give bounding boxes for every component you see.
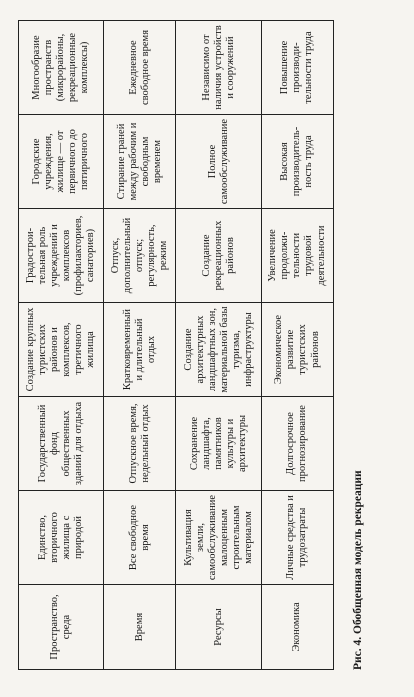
table-cell: Полное самообслуживание (176, 115, 261, 209)
row-head: Время (104, 585, 176, 670)
row-head: Ресурсы (176, 585, 261, 670)
table-cell: Независимо от наличия устройств и сооружений (176, 21, 261, 115)
table-cell: Все свободное время (104, 491, 176, 585)
table-row-economy (261, 21, 333, 670)
table-cell: Отпускное время, недельный отдых (104, 397, 176, 491)
table-row-space (19, 21, 104, 670)
table-cell: Повышение производи- тельности труда (261, 21, 333, 115)
table-cell: Увеличение продолжи- тельности трудовой деятельности (261, 209, 333, 303)
table-cell: Личные средства и трудозатраты (261, 491, 333, 585)
table-cell: Многообразие пространств (микрорайоны, рекреационные комплексы) (19, 21, 104, 115)
table-cell: Градострои- тельная роль учреждений и комплексов (профилакториев, санаториев) (19, 209, 104, 303)
figure-caption: Рис. 4. Обобщенная модель рекреации (352, 470, 364, 670)
table-cell: Высокая производитель- ность труда (261, 115, 333, 209)
rotated-table-wrapper (18, 20, 334, 670)
table-cell: Единство, вторичного жилища с природой (19, 491, 104, 585)
table-cell: Кратковременный и длительный отдых (104, 303, 176, 397)
recreation-model-table (18, 20, 334, 670)
table-cell: Экономическое развитие туристских районов (261, 303, 333, 397)
table-cell: Долгосрочное прогнозирование (261, 397, 333, 491)
table-cell: Государственный фонд общественных зданий для отдыха (19, 397, 104, 491)
table-cell: Создание крупных туристских районов и комплексов, третичного жилища (19, 303, 104, 397)
table-row-resources (176, 21, 261, 670)
table-cell: Сохранение ландшафта, памятников культуры и архитектуры (176, 397, 261, 491)
row-head: Экономика (261, 585, 333, 670)
table-cell: Создание архитектурных ландшафтных зон, материальной базы туризма, инфраструктуры (176, 303, 261, 397)
table-cell: Ежедневное свободное время (104, 21, 176, 115)
table-cell: Отпуск, дополнительный отпуск; регулярность, режим (104, 209, 176, 303)
table-cell: Создание рекреационных районов (176, 209, 261, 303)
table-row-time (104, 21, 176, 670)
table-cell: Городские учреждения, жилище — от первичного до пятиричного (19, 115, 104, 209)
table-cell: Культивация земли, самообслуживание малоценным строительным материалом (176, 491, 261, 585)
row-head: Пространство, среда (19, 585, 104, 670)
table-cell: Стирание граней между рабочим и свободным временем (104, 115, 176, 209)
